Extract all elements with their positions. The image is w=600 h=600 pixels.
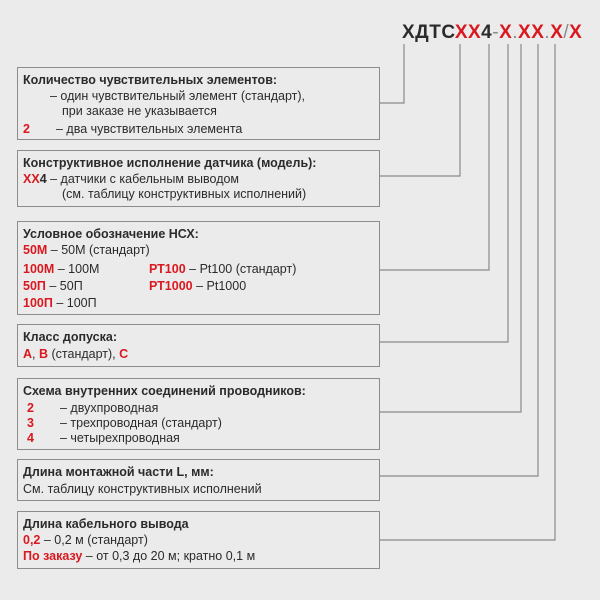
section-wiring-scheme: [17, 378, 380, 450]
code-value: 2: [27, 401, 34, 415]
line: – двухпроводная: [60, 401, 159, 415]
code-value: ХХ: [23, 172, 40, 186]
code-value: 0,2: [23, 533, 41, 547]
connector-5: [380, 44, 521, 412]
section-title: Длина монтажной части L, мм:: [23, 465, 214, 479]
line-text: – Pt1000: [192, 279, 247, 293]
code-value: 100М: [23, 262, 55, 276]
code-value: В: [38, 347, 49, 361]
line: – трехпроводная (стандарт): [60, 416, 222, 430]
code-value: 4: [39, 172, 47, 186]
list-item: [149, 278, 246, 294]
line: [23, 548, 255, 564]
connector-3: [380, 44, 489, 270]
code-value: По заказу: [23, 549, 83, 563]
code-part: Х: [569, 22, 583, 43]
line: – четырехпроводная: [60, 431, 180, 445]
line-text: – 50П: [45, 279, 83, 293]
line-text: – от 0,3 до 20 м; кратно 0,1 м: [82, 549, 256, 563]
section-title: Длина кабельного вывода: [23, 517, 189, 531]
code-part: Х: [499, 22, 513, 43]
code-value: 4: [27, 431, 34, 445]
code-value: 50П: [23, 279, 46, 293]
section-title: Условное обозначение НСХ:: [23, 227, 199, 241]
code-part: ХДТС: [402, 22, 455, 43]
list-item: [149, 261, 296, 277]
section-model: [17, 150, 380, 207]
line: при заказе не указывается: [62, 104, 217, 118]
code-value: 3: [27, 416, 34, 430]
line: – один чувствительный элемент (стандарт),: [50, 89, 306, 103]
list-item: [23, 278, 83, 294]
line-text: – 50М (стандарт): [47, 243, 150, 257]
line-text: – 100П: [52, 296, 97, 310]
list-item: [23, 261, 99, 277]
connector-7: [380, 44, 555, 540]
section-title: Количество чувствительных элементов:: [23, 73, 278, 87]
line: [23, 532, 148, 548]
line: [23, 346, 128, 362]
line-text: – 100М: [54, 262, 100, 276]
code-value: 50М: [23, 243, 48, 257]
section-sensing-elements: [17, 67, 380, 140]
line-text: – датчики с кабельным выводом: [46, 172, 240, 186]
code-part: .: [512, 22, 519, 43]
list-item: [23, 242, 150, 258]
connector-6: [380, 44, 538, 476]
line-text: – Pt100 (стандарт): [185, 262, 297, 276]
line: – два чувствительных элемента: [56, 122, 243, 136]
section-nsh: [17, 221, 380, 315]
line: (см. таблицу конструктивных исполнений): [62, 187, 307, 201]
section-cable-length: [17, 511, 380, 569]
section-title: Схема внутренних соединений проводников:: [23, 384, 306, 398]
code-part: Х: [550, 22, 564, 43]
code-part: ХХ: [454, 22, 482, 43]
code-value: С: [119, 347, 129, 361]
code-value: РТ100: [149, 262, 186, 276]
code-part: 4: [481, 22, 493, 43]
section-mounting-length: [17, 459, 380, 501]
code-part: -: [492, 22, 500, 43]
line-text: ,: [32, 347, 39, 361]
connector-1: [380, 44, 404, 103]
line-text: – 0,2 м (стандарт): [40, 533, 148, 547]
code-value: 2: [23, 122, 30, 136]
code-part: ХХ: [518, 22, 545, 43]
code-part: .: [544, 22, 551, 43]
line: [23, 171, 239, 187]
section-title: Класс допуска:: [23, 330, 117, 344]
code-part: /: [563, 22, 570, 43]
code-value: А: [23, 347, 33, 361]
section-title: Конструктивное исполнение датчика (модель):: [23, 156, 317, 170]
section-tolerance-class: [17, 324, 380, 367]
code-value: РТ1000: [149, 279, 193, 293]
code-value: 100П: [23, 296, 53, 310]
line-text: (стандарт),: [48, 347, 120, 361]
connector-2: [380, 44, 460, 176]
list-item: [23, 295, 97, 311]
line: См. таблицу конструктивных исполнений: [23, 482, 262, 496]
